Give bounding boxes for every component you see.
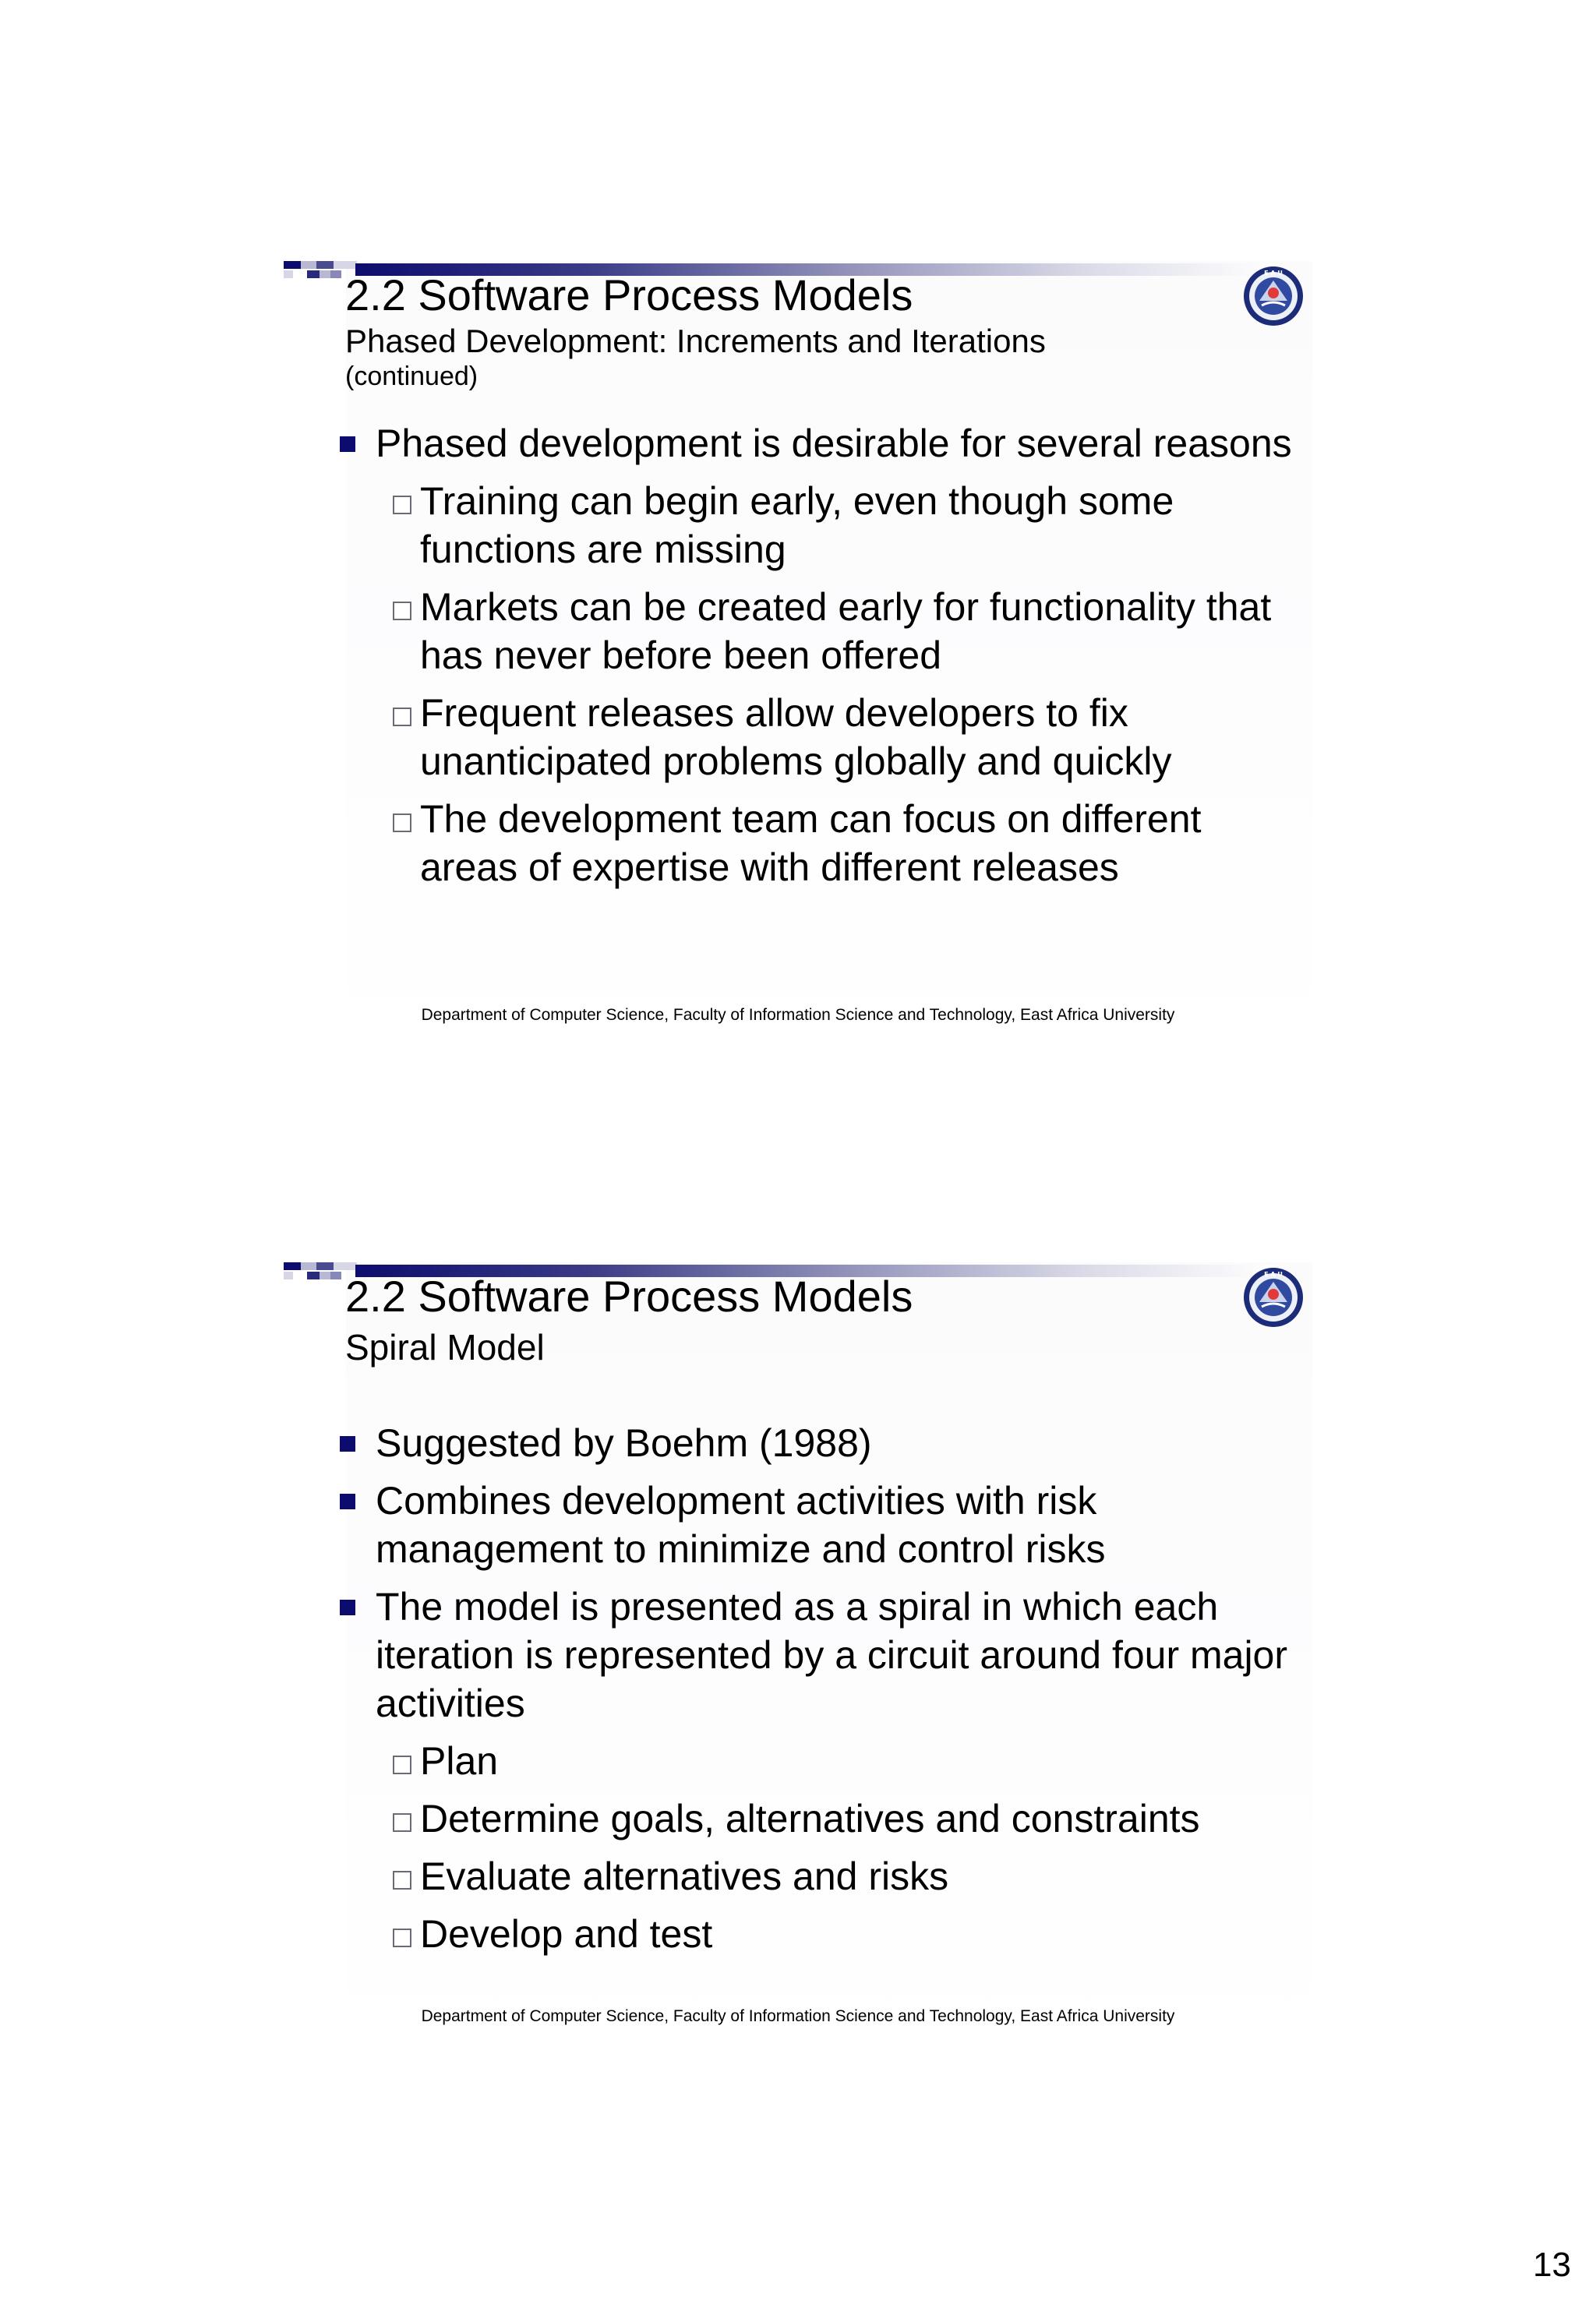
sub-bullet-text: Develop and test <box>420 1912 713 1956</box>
slide-subtitle-note: (continued) <box>345 362 478 391</box>
sub-bullet-text: Training can begin early, even though some functions are missing <box>420 479 1174 571</box>
slide-subtitle: Spiral Model <box>345 1327 545 1368</box>
bullet-text: Combines development activities with risk management to minimize and control risks <box>376 1479 1106 1571</box>
hollow-square-icon <box>393 1871 411 1890</box>
hollow-square-icon <box>393 1756 411 1774</box>
sub-bullet-item <box>338 795 1297 891</box>
slide-content <box>338 419 1297 901</box>
slide-title: 2.2 Software Process Models <box>345 1272 913 1321</box>
svg-text:E A U: E A U <box>1264 1271 1283 1278</box>
sub-bullet-item <box>338 1852 1297 1900</box>
hollow-square-icon <box>393 708 411 726</box>
hollow-square-icon <box>393 1929 411 1947</box>
slide-subtitle: Phased Development: Increments and Iterations <box>345 323 1046 359</box>
bullet-text: Phased development is desirable for several reasons <box>376 422 1292 465</box>
hollow-square-icon <box>393 496 411 514</box>
slide-spiral-model <box>284 1262 1312 2057</box>
sub-bullet-text: Plan <box>420 1739 499 1783</box>
sub-bullet-text: Frequent releases allow developers to fix unanticipated problems globally and quickly <box>420 691 1172 783</box>
sub-bullet-text: The development team can focus on different areas of expertise with different releases <box>420 797 1202 889</box>
sub-bullet-item <box>338 583 1297 679</box>
slide-footer: Department of Computer Science, Faculty of Information Science and Technology, East Africa University <box>421 1006 1175 1024</box>
hollow-square-icon <box>393 813 411 832</box>
svg-text:E A U: E A U <box>1264 270 1283 277</box>
sub-bullet-text: Determine goals, alternatives and constraints <box>420 1797 1200 1840</box>
sub-bullet-item <box>338 689 1297 785</box>
bullet-square-icon <box>340 1600 355 1615</box>
bullet-text: The model is presented as a spiral in which each iteration is represented by a circuit around four major activities <box>376 1585 1288 1725</box>
slide-footer: Department of Computer Science, Faculty of Information Science and Technology, East Africa University <box>421 2007 1175 2025</box>
sub-bullet-text: Evaluate alternatives and risks <box>420 1855 949 1898</box>
university-seal-icon <box>1242 1266 1305 1329</box>
sub-bullet-item <box>338 1795 1297 1843</box>
page-number: 13 <box>1533 2246 1571 2284</box>
bullet-text: Suggested by Boehm (1988) <box>376 1421 872 1465</box>
bullet-item <box>338 1583 1297 1728</box>
bullet-square-icon <box>340 1494 355 1509</box>
university-seal-icon <box>1242 265 1305 327</box>
sub-bullet-text: Markets can be created early for functionality that has never before been offered <box>420 585 1272 677</box>
hollow-square-icon <box>393 602 411 620</box>
slide-title: 2.2 Software Process Models <box>345 270 913 319</box>
slide-phased-development <box>284 261 1312 1056</box>
sub-bullet-item <box>338 477 1297 573</box>
bullet-square-icon <box>340 1436 355 1452</box>
hollow-square-icon <box>393 1813 411 1832</box>
bullet-item <box>338 1419 1297 1467</box>
bullet-item <box>338 419 1297 468</box>
bullet-item <box>338 1477 1297 1573</box>
slide-content <box>338 1419 1297 1967</box>
sub-bullet-item <box>338 1737 1297 1785</box>
bullet-square-icon <box>340 436 355 452</box>
sub-bullet-item <box>338 1910 1297 1958</box>
